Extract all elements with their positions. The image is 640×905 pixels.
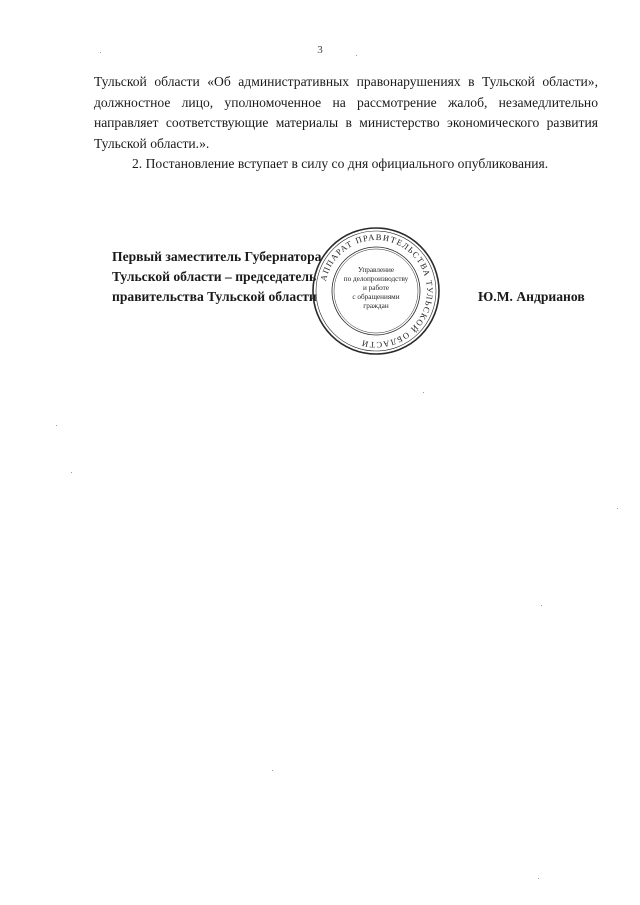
stamp-center-line-2: по делопроизводству <box>343 275 409 283</box>
signer-name: Ю.М. Андрианов <box>478 289 585 304</box>
scan-speck <box>71 472 72 473</box>
scan-speck <box>100 52 101 53</box>
signature-title-block <box>112 247 321 307</box>
stamp-center-line-5: граждан <box>363 302 389 310</box>
signature-title-line-3: правительства Тульской области <box>112 289 317 304</box>
stamp-ring-text: АППАРАТ ПРАВИТЕЛЬСТВА ТУЛЬСКОЙ ОБЛАСТИ <box>318 231 436 351</box>
scan-speck <box>356 55 357 56</box>
stamp-center-line-1: Управление <box>357 266 395 274</box>
paragraph-effective-date: 2. Постановление вступает в силу со дня официального опубликования. <box>132 156 549 171</box>
signature-title-line-2: Тульской области – председатель <box>112 269 317 284</box>
stamp-center-line-3: и работе <box>363 284 389 292</box>
scan-speck <box>617 508 618 509</box>
scan-speck <box>272 770 273 771</box>
body-text <box>94 72 598 175</box>
page-number: 3 <box>317 44 323 56</box>
scan-speck <box>56 425 57 426</box>
signature-title-line-1: Первый заместитель Губернатора <box>112 249 322 264</box>
paragraph-continuation: Тульской области «Об административных правонарушениях в Тульской области», должностное лицо, уполномоченное на рассмотрение жалоб, незамедлительно направляет соответствующие материалы в министерство экономического развития Тульской области.». <box>94 74 598 151</box>
scan-speck <box>538 878 539 879</box>
stamp-center-line-4: с обращениями <box>352 293 400 301</box>
scan-speck <box>541 605 542 606</box>
scan-speck <box>423 392 424 393</box>
stamp-center-text <box>342 266 410 311</box>
